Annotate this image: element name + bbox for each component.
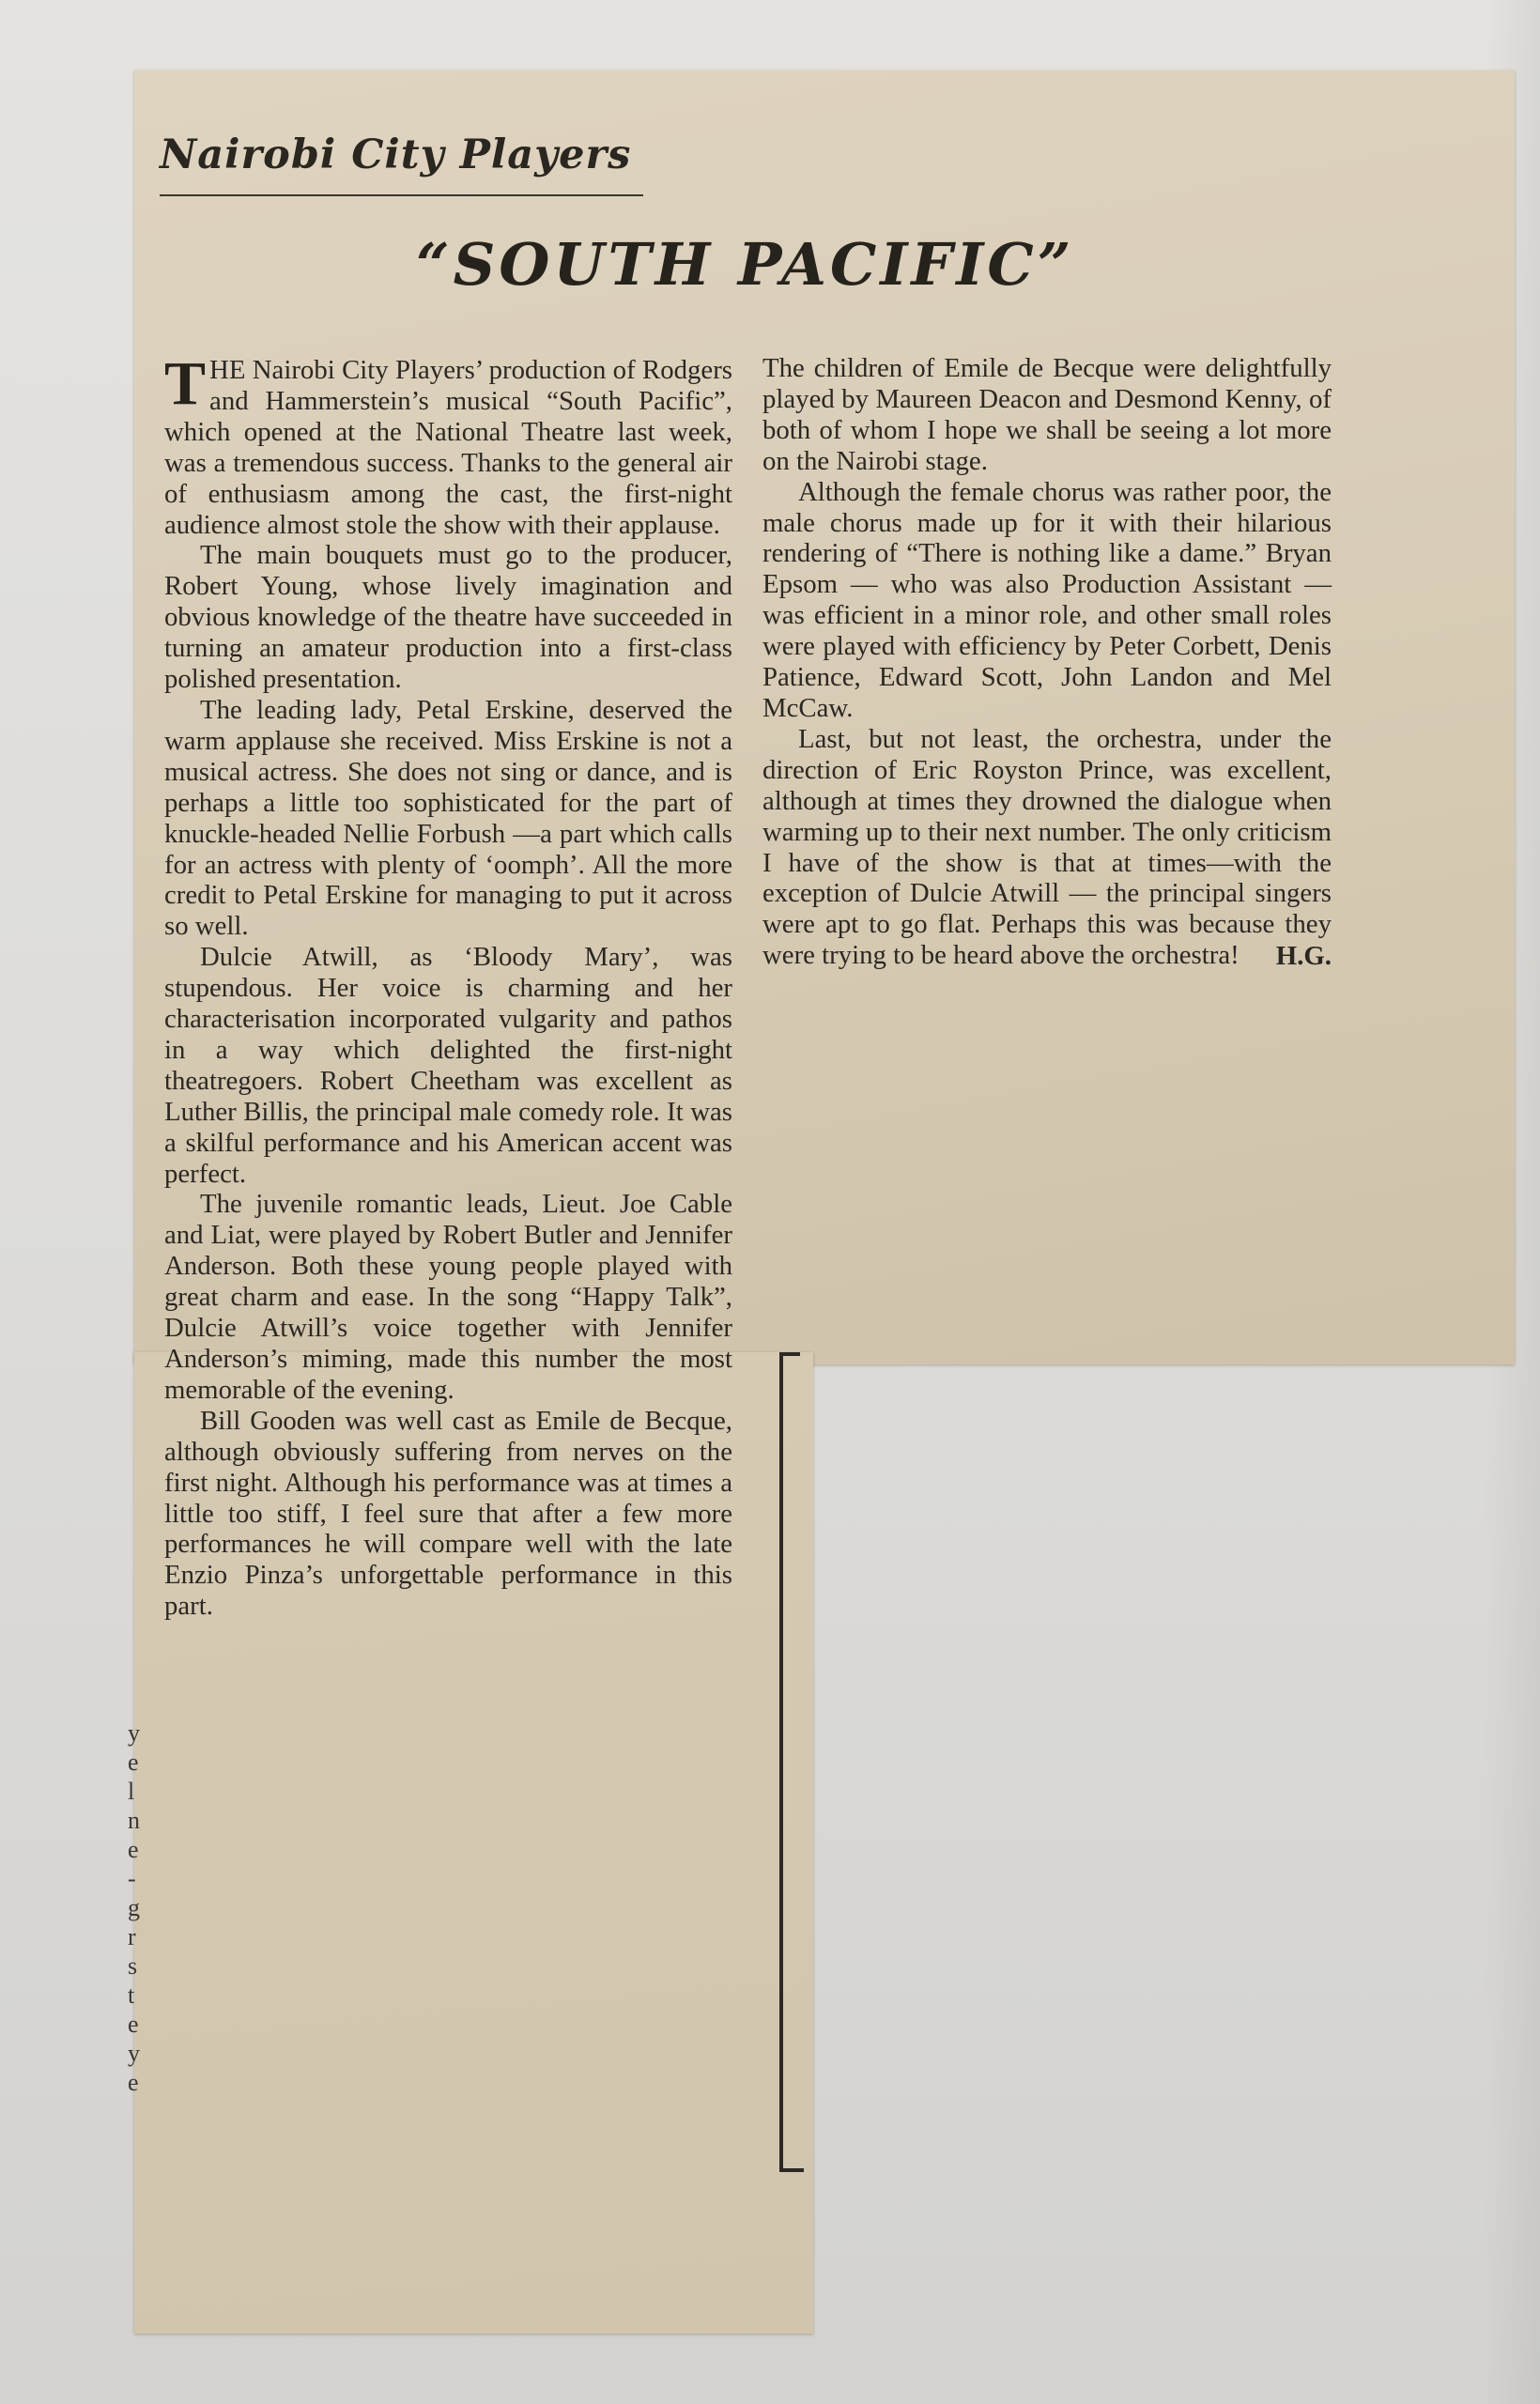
article-paragraph: The leading lady, Petal Erskine, deserved the warm applause she received. Miss Erskine is not a musical actress. She does not sing or dance, and is perhaps a little too sophisticated for the part of knuckle-headed Nellie Forbush —a part which calls for an actress with plenty of ‘oomph’. All the more credit to Petal Erskine for managing to put it across so well.: [164, 694, 732, 942]
article-column-right: [762, 353, 1332, 972]
article-headline: “SOUTH PACIFIC”: [416, 230, 1075, 299]
article-paragraph: Last, but not least, the orchestra, under the direction of Eric Royston Prince, was excellent, although at times they drowned the dialogue when warming up to their next number. The only criticism I have of the show is that at times—with the exception of Dulcie Atwill — the principal singers were apt to go flat. Perhaps this was because they were trying to be heard above the orchestra!: [762, 723, 1332, 971]
column-rule-top: [779, 1352, 800, 1356]
page-margin-letters: y e l n e - g r s t e y e: [128, 1719, 140, 2096]
article-paragraph: The children of Emile de Becque were delightfully played by Maureen Deacon and Desmond Kenny, of both of whom I hope we shall be seeing a lot more on the Nairobi stage.: [762, 353, 1332, 476]
kicker-underline: [160, 194, 643, 196]
article-paragraph: The juvenile romantic leads, Lieut. Joe Cable and Liat, were played by Robert Butler and Jennifer Anderson. Both these young people played with great charm and ease. In the song “Happy Talk”, Dulcie Atwill’s voice together with Jennifer Anderson’s miming, made this number the most memorable of the evening.: [164, 1189, 732, 1405]
article-paragraph: Although the female chorus was rather poor, the male chorus made up for it with their hilarious rendering of “There is nothing like a dame.” Bryan Epsom — who was also Production Assistant — was efficient in a minor role, and other small roles were played with efficiency by Peter Corbett, Denis Patience, Edward Scott, John Landon and Mel McCaw.: [762, 476, 1332, 723]
author-signature: H.G.: [1275, 941, 1332, 972]
section-kicker: Nairobi City Players: [160, 131, 632, 178]
article-paragraph: THE Nairobi City Players’ production of Rodgers and Hammerstein’s musical “South Pacific”, which opened at the National Theatre last week, was a tremendous success. Thanks to the general air of enthusiasm among the cast, the first-night audience almost stole the show with their applause.: [164, 349, 732, 540]
article-paragraph: The main bouquets must go to the producer, Robert Young, whose lively imagination and obvious knowledge of the theatre have succeeded in turning an amateur production into a first-class polished presentation.: [164, 540, 732, 695]
article-column-left: [164, 349, 732, 1622]
column-rule: [779, 1354, 783, 2171]
article-paragraph: Bill Gooden was well cast as Emile de Becque, although obviously suffering from nerves on the first night. Although his performance was at times a little too stiff, I feel sure that after a few more performances he will compare well with the late Enzio Pinza’s unforgettable performance in this part.: [164, 1405, 732, 1622]
drop-cap: T: [164, 349, 207, 418]
column-rule-bottom: [779, 2168, 804, 2172]
article-paragraph: Dulcie Atwill, as ‘Bloody Mary’, was stupendous. Her voice is charming and her characterisation incorporated vulgarity and pathos in a way which delighted the first-night theatregoers. Robert Cheetham was excellent as Luther Billis, the principal male comedy role. It was a skilful performance and his American accent was perfect.: [164, 942, 732, 1189]
